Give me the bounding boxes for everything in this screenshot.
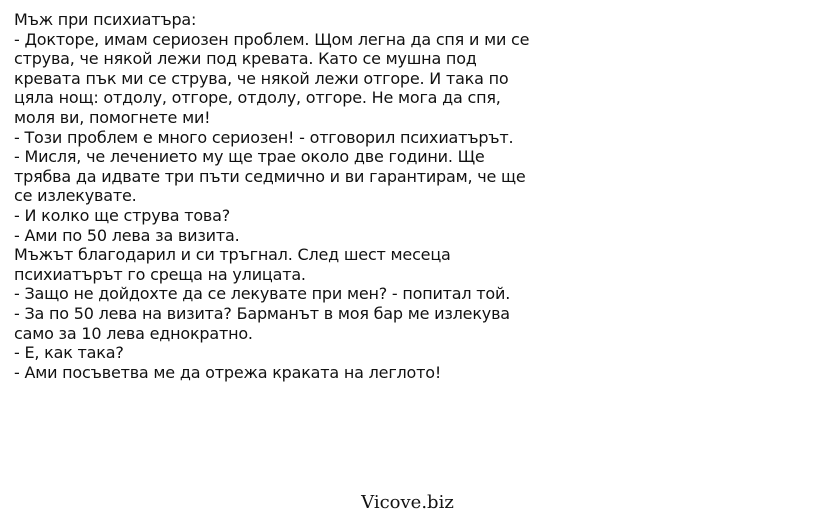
joke-line: Мъжът благодарил и си тръгнал. След шест месеца <box>14 245 451 265</box>
joke-line: се излекувате. <box>14 186 137 206</box>
joke-line: моля ви, помогнете ми! <box>14 107 211 127</box>
joke-line: психиатърът го среща на улицата. <box>14 264 306 284</box>
joke-line: - Този проблем е много сериозен! - отговорил психиатърът. <box>14 127 514 147</box>
joke-line: кревата пък ми се струва, че някой лежи отгоре. И така по <box>14 68 509 88</box>
joke-line: Мъж при психиатъра: <box>14 10 197 29</box>
joke-line: трябва да идвате три пъти седмично и ви гарантирам, че ще <box>14 166 526 186</box>
joke-line: - Докторе, имам сериозен проблем. Щом легна да спя и ми се <box>14 29 530 49</box>
joke-text <box>14 10 614 382</box>
joke-line: струва, че някой лежи под кревата. Като се мушна под <box>14 49 477 69</box>
joke-line: - Защо не дойдохте да се лекувате при мен? - попитал той. <box>14 284 511 304</box>
joke-line: - И колко ще струва това? <box>14 205 231 225</box>
joke-line: - Е, как така? <box>14 343 124 363</box>
joke-line: само за 10 лева еднократно. <box>14 323 253 343</box>
joke-line: - Ами по 50 лева за визита. <box>14 225 240 245</box>
joke-line: цяла нощ: отдолу, отгоре, отдолу, отгоре. Не мога да спя, <box>14 88 501 108</box>
joke-line: - Мисля, че лечението му ще трае около две години. Ще <box>14 147 485 167</box>
joke-line: - Ами посъветва ме да отрежа краката на леглото! <box>14 362 442 382</box>
site-watermark: Vicove.biz <box>361 492 454 513</box>
joke-line: - За по 50 лева на визита? Барманът в моя бар ме излекува <box>14 303 510 323</box>
